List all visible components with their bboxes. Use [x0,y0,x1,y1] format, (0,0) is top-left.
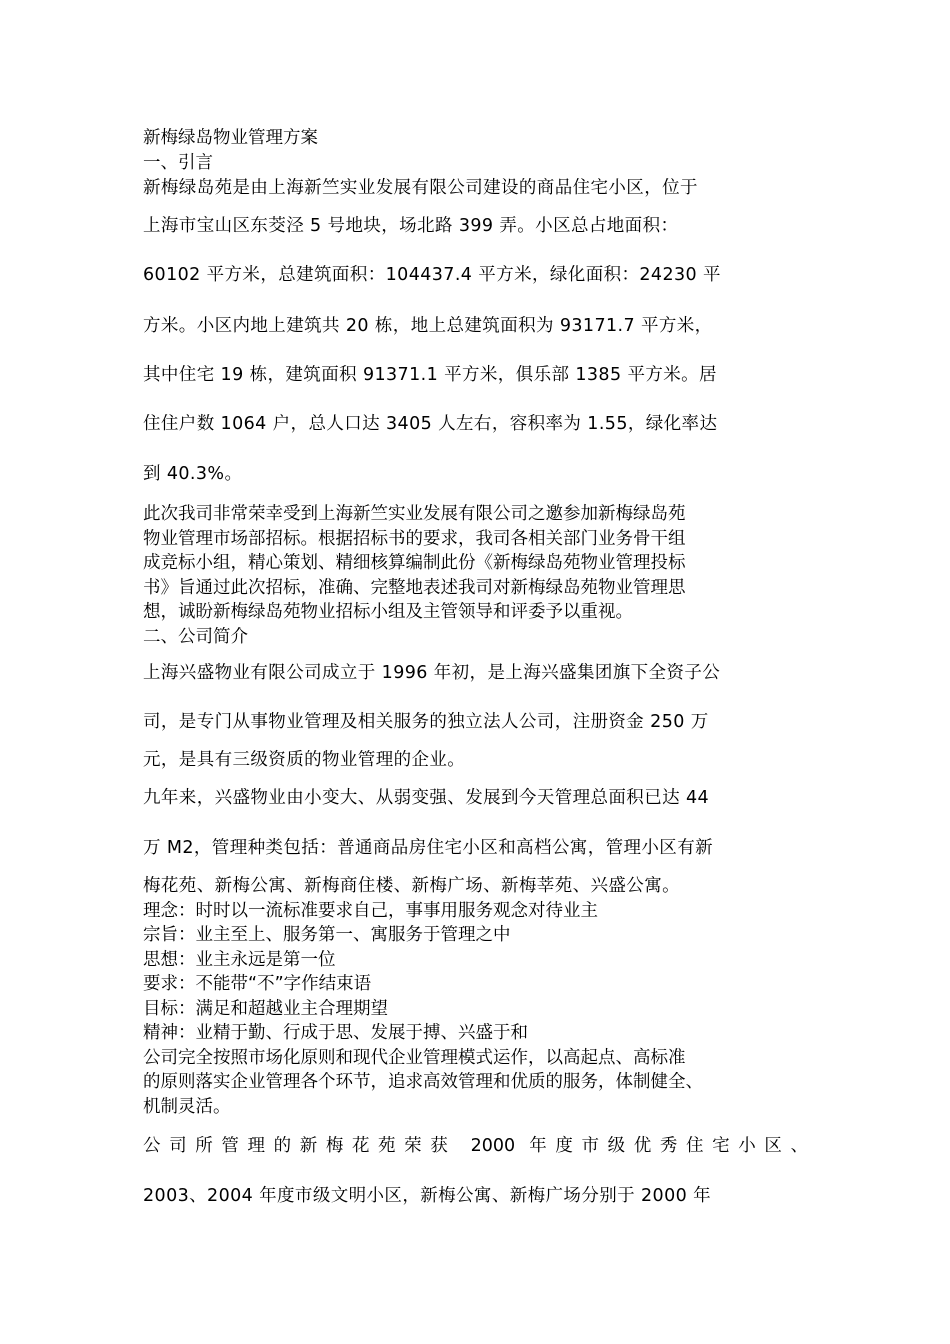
intro-line: 住住户数 1064 户，总人口达 3405 人左右，容积率为 1.55，绿化率达 [143,414,718,434]
intro-line: 60102 平方米，总建筑面积：104437.4 平方米，绿化面积：24230 平 [143,265,721,285]
intro-line: 新梅绿岛苑是由上海新竺实业发展有限公司建设的商品住宅小区，位于 [143,178,698,198]
bid-paragraph-line: 物业管理市场部招标。根据招标书的要求，我司各相关部门业务骨干组 [143,529,686,549]
history-line: 九年来，兴盛物业由小变大、从弱变强、发展到今天管理总面积已达 44 [143,788,710,808]
bid-paragraph-line: 此次我司非常荣幸受到上海新竺实业发展有限公司之邀参加新梅绿岛苑 [143,504,686,524]
history-line: 万 M2，管理种类包括：普通商品房住宅小区和高档公寓，管理小区有新 [143,838,713,858]
value-item: 目标：满足和超越业主合理期望 [143,999,388,1019]
intro-line: 方米。小区内地上建筑共 20 栋，地上总建筑面积为 93171.7 平方米， [143,316,713,336]
operation-line: 公司完全按照市场化原则和现代企业管理模式运作，以高起点、高标准 [143,1048,686,1068]
value-item: 精神：业精于勤、行成于思、发展于搏、兴盛于和 [143,1023,528,1043]
value-item: 理念：时时以一流标准要求自己，事事用服务观念对待业主 [143,901,598,921]
bid-paragraph-line: 成竞标小组，精心策划、精细核算编制此份《新梅绿岛苑物业管理投标 [143,553,686,573]
section-heading-introduction: 一、引言 [143,153,213,173]
value-item: 要求：不能带“不”字作结束语 [143,974,372,994]
company-line: 司，是专门从事物业管理及相关服务的独立法人公司，注册资金 250 万 [143,712,709,732]
operation-line: 机制灵活。 [143,1097,231,1117]
award-line: 2003、2004 年度市级文明小区，新梅公寓、新梅广场分别于 2000 年 [143,1186,711,1206]
value-item: 思想：业主永远是第一位 [143,950,336,970]
history-line: 梅花苑、新梅公寓、新梅商住楼、新梅广场、新梅莘苑、兴盛公寓。 [143,876,680,896]
operation-line: 的原则落实企业管理各个环节，追求高效管理和优质的服务，体制健全、 [143,1072,703,1092]
company-line: 上海兴盛物业有限公司成立于 1996 年初，是上海兴盛集团旗下全资子公 [143,663,721,683]
bid-paragraph-line: 书》旨通过此次招标，准确、完整地表述我司对新梅绿岛苑物业管理思 [143,578,686,598]
intro-line: 到 40.3%。 [143,464,243,484]
award-line: 公司所管理的新梅花苑荣获 2000 年度市级优秀住宅小区、 [143,1136,808,1156]
section-heading-company: 二、公司简介 [143,627,248,647]
intro-line: 上海市宝山区东茭泾 5 号地块，场北路 399 弄。小区总占地面积： [143,216,679,236]
company-line: 元，是具有三级资质的物业管理的企业。 [143,750,466,770]
intro-line: 其中住宅 19 栋，建筑面积 91371.1 平方米，俱乐部 1385 平方米。居 [143,365,717,385]
document-title: 新梅绿岛物业管理方案 [143,128,318,148]
bid-paragraph-line: 想，诚盼新梅绿岛苑物业招标小组及主管领导和评委予以重视。 [143,602,633,622]
value-item: 宗旨：业主至上、服务第一、寓服务于管理之中 [143,925,511,945]
